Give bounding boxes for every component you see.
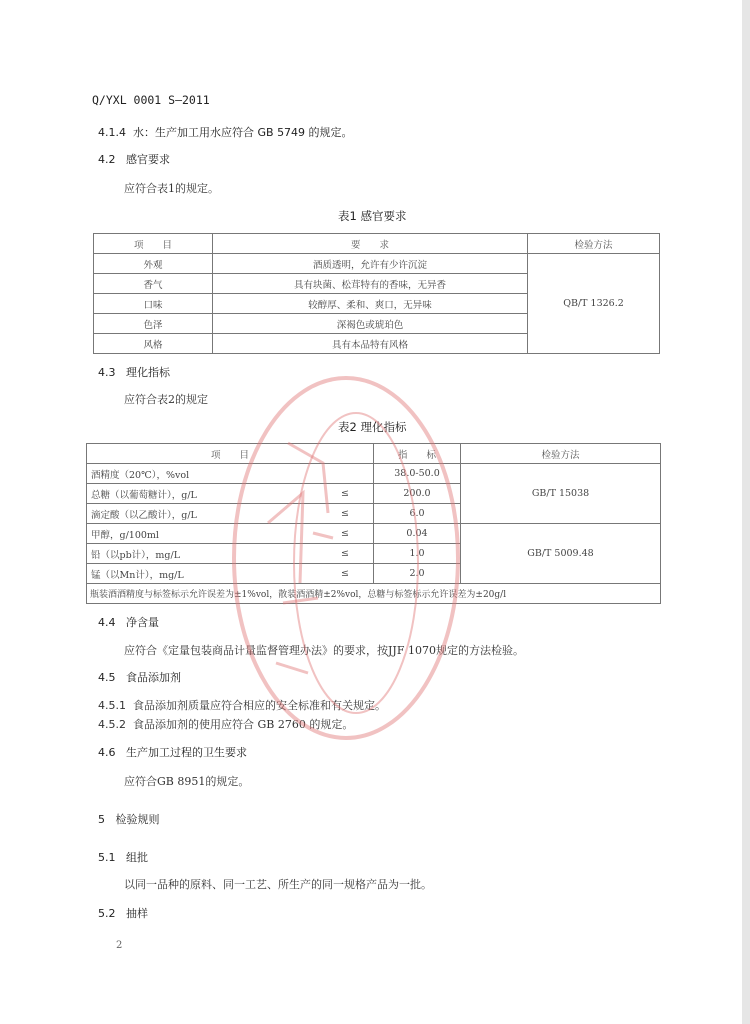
section-number: 4.6 bbox=[98, 746, 116, 759]
table-cell-value: 200.0 bbox=[374, 484, 461, 504]
table-note: 瓶装酒酒精度与标签标示允许误差为±1%vol，散装酒酒精±2%vol，总糖与标签标示允许误差为±20g/l bbox=[87, 584, 661, 604]
section-5-1-body: 以同一品种的原料、同一工艺、所生产的同一规格产品为一批。 bbox=[124, 878, 432, 891]
section-number: 4.2 bbox=[98, 153, 116, 166]
table-row bbox=[87, 524, 661, 544]
section-4-3-body: 应符合表2的规定 bbox=[124, 393, 208, 406]
table-cell: 香气 bbox=[94, 274, 213, 294]
table-header-cell: 要 求 bbox=[213, 234, 528, 254]
table-header-cell: 检验方法 bbox=[528, 234, 660, 254]
section-title: 感官要求 bbox=[126, 153, 170, 166]
sensory-requirements-table bbox=[93, 233, 660, 354]
clause-4-5-2 bbox=[98, 716, 353, 732]
table-header-cell: 项 目 bbox=[87, 444, 374, 464]
table-header-row bbox=[94, 234, 660, 254]
table-cell: 色泽 bbox=[94, 314, 213, 334]
table-cell-method: GB/T 5009.48 bbox=[461, 524, 661, 584]
section-4-2-body: 应符合表1的规定。 bbox=[124, 182, 219, 195]
section-5-2-heading bbox=[98, 905, 148, 921]
table-cell-operator: ≤ bbox=[317, 524, 374, 544]
document-header: Q/YXL 0001 S—2011 bbox=[92, 93, 210, 107]
section-5-heading bbox=[98, 811, 160, 827]
section-4-6-body: 应符合GB 8951的规定。 bbox=[124, 775, 250, 788]
table2-caption: 表2 理化指标 bbox=[338, 420, 407, 434]
section-4-4-body: 应符合《定量包装商品计量监督管理办法》的要求，按JJF 1070规定的方法检验。 bbox=[124, 644, 524, 657]
table-cell-item: 锰（以Mn计），mg/L bbox=[87, 564, 318, 584]
table-row bbox=[94, 254, 660, 274]
section-title: 理化指标 bbox=[126, 366, 170, 379]
table-cell-value: 0.04 bbox=[374, 524, 461, 544]
section-title: 净含量 bbox=[126, 616, 159, 629]
table-cell-item: 甲醇，g/100ml bbox=[87, 524, 318, 544]
section-title: 食品添加剂 bbox=[126, 671, 181, 684]
section-title: 生产加工过程的卫生要求 bbox=[126, 746, 247, 759]
table-cell-value: 6.0 bbox=[374, 504, 461, 524]
table-row bbox=[87, 464, 661, 484]
section-4-6-heading bbox=[98, 744, 247, 760]
clause-text: 水：生产加工用水应符合 GB 5749 的规定。 bbox=[133, 126, 353, 139]
table-note-row bbox=[87, 584, 661, 604]
scan-edge bbox=[742, 0, 750, 1024]
table-cell: 具有本品特有风格 bbox=[213, 334, 528, 354]
table-header-cell: 检验方法 bbox=[461, 444, 661, 464]
table-cell-operator: ≤ bbox=[317, 484, 374, 504]
section-number: 4.4 bbox=[98, 616, 116, 629]
clause-text: 食品添加剂质量应符合相应的安全标准和有关规定。 bbox=[133, 699, 386, 712]
table-cell-value: 1.0 bbox=[374, 544, 461, 564]
section-number: 5.1 bbox=[98, 851, 116, 864]
clause-number: 4.5.2 bbox=[98, 718, 126, 731]
clause-text: 食品添加剂的使用应符合 GB 2760 的规定。 bbox=[133, 718, 354, 731]
table-cell-item: 滴定酸（以乙酸计），g/L bbox=[87, 504, 318, 524]
table-header-row bbox=[87, 444, 661, 464]
table-cell-item: 总糖（以葡萄糖计），g/L bbox=[87, 484, 318, 504]
section-number: 5.2 bbox=[98, 907, 116, 920]
clause-number: 4.5.1 bbox=[98, 699, 126, 712]
physicochemical-indicators-table bbox=[86, 443, 661, 604]
table-cell: 较醇厚、柔和、爽口，无异味 bbox=[213, 294, 528, 314]
section-title: 检验规则 bbox=[115, 813, 160, 826]
clause-number: 4.1.4 bbox=[98, 126, 126, 139]
clause-4-1-4 bbox=[98, 124, 353, 140]
table-cell-item: 铅（以pb计），mg/L bbox=[87, 544, 318, 564]
clause-4-5-1 bbox=[98, 697, 386, 713]
page-number: 2 bbox=[116, 940, 123, 951]
table-cell: 外观 bbox=[94, 254, 213, 274]
table-header-cell: 项 目 bbox=[94, 234, 213, 254]
table-cell-value: 2.0 bbox=[374, 564, 461, 584]
section-number: 5 bbox=[98, 813, 105, 826]
section-4-4-heading bbox=[98, 614, 159, 630]
table-cell: 风格 bbox=[94, 334, 213, 354]
table-cell: 口味 bbox=[94, 294, 213, 314]
table-header-cell: 指 标 bbox=[374, 444, 461, 464]
section-4-3-heading bbox=[98, 364, 170, 380]
table-cell: 酒质透明，允许有少许沉淀 bbox=[213, 254, 528, 274]
section-title: 组批 bbox=[126, 851, 148, 864]
section-4-5-heading bbox=[98, 669, 181, 685]
table-cell-operator: ≤ bbox=[317, 564, 374, 584]
section-4-2-heading bbox=[98, 151, 170, 167]
section-title: 抽样 bbox=[126, 907, 148, 920]
section-number: 4.5 bbox=[98, 671, 116, 684]
table-cell-operator: ≤ bbox=[317, 544, 374, 564]
table1-caption: 表1 感官要求 bbox=[338, 209, 407, 223]
table-cell-method: QB/T 1326.2 bbox=[528, 254, 660, 354]
section-number: 4.3 bbox=[98, 366, 116, 379]
table-cell-value: 38.0-50.0 bbox=[374, 464, 461, 484]
table-cell-operator bbox=[317, 464, 374, 484]
table-cell-item: 酒精度（20℃），%vol bbox=[87, 464, 318, 484]
table-cell-method: GB/T 15038 bbox=[461, 464, 661, 524]
table-cell-operator: ≤ bbox=[317, 504, 374, 524]
table-cell: 深褐色或琥珀色 bbox=[213, 314, 528, 334]
table-cell: 具有块菌、松茸特有的香味，无异香 bbox=[213, 274, 528, 294]
section-5-1-heading bbox=[98, 849, 148, 865]
